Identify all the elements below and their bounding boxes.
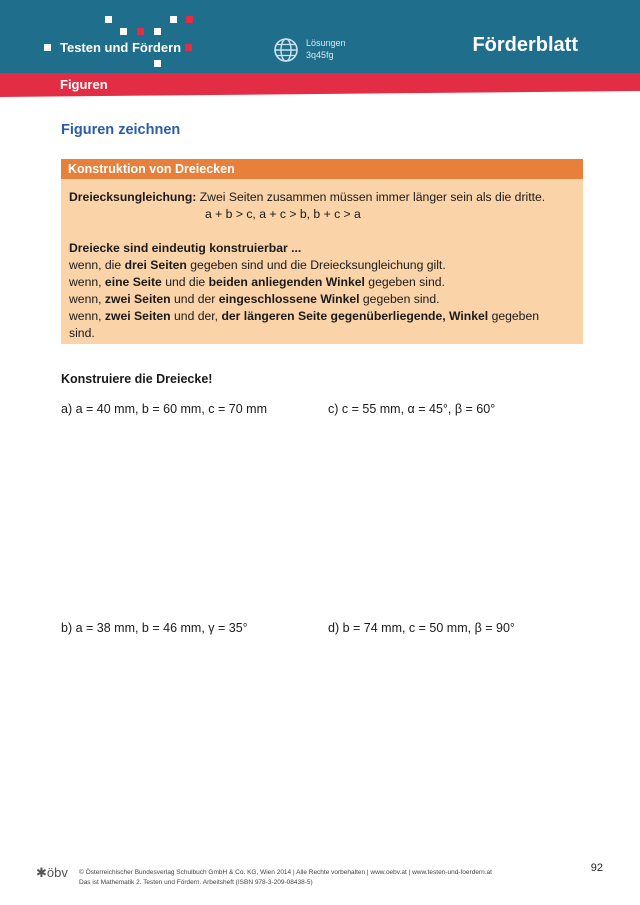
task-heading: Konstruiere die Dreiecke! xyxy=(61,372,213,386)
rule-line xyxy=(69,189,575,206)
solutions-link[interactable] xyxy=(306,37,346,61)
sheet-title: Förderblatt xyxy=(472,34,578,56)
page-number: 92 xyxy=(590,862,603,874)
solutions-code: 3q45fg xyxy=(306,50,334,60)
rule-label: Dreiecksungleichung: xyxy=(69,190,197,204)
task-c: c) c = 55 mm, α = 45°, β = 60° xyxy=(328,402,496,416)
condition-line: wenn, die drei Seiten gegeben sind und die Dreiecksungleichung gilt. xyxy=(69,258,446,272)
brand-title: Testen und Fördern xyxy=(60,40,182,55)
globe-icon[interactable] xyxy=(272,36,300,64)
info-box-heading: Konstruktion von Dreiecken xyxy=(61,159,583,179)
condition-line: wenn, zwei Seiten und der, der längeren Seite gegenüberliegende, Winkel gegeben sind. xyxy=(69,309,540,340)
info-box-body xyxy=(61,179,583,342)
section-band-label: Figuren xyxy=(60,77,108,92)
footer-copyright: © Österreichischer Bundesverlag Schulbuch GmbH & Co. KG, Wien 2014 | Alle Rechte vorbehalten | www.oebv.at | www.testen-und-foerdern.at Das ist Mathematik 2. Testen und Fördern. Arbeitsheft (ISBN 978-3-209-08438-5) xyxy=(79,869,492,886)
publisher-logo: ✱öbv xyxy=(36,865,68,880)
task-a: a) a = 40 mm, b = 60 mm, c = 70 mm xyxy=(61,402,267,416)
condition-line: wenn, zwei Seiten und der eingeschlossene Winkel gegeben sind. xyxy=(69,292,440,306)
condition-line: wenn, eine Seite und die beiden anliegenden Winkel gegeben sind. xyxy=(69,275,445,289)
page-title: Figuren zeichnen xyxy=(61,122,181,138)
task-d: d) b = 74 mm, c = 50 mm, β = 90° xyxy=(328,621,515,635)
star-icon: ✱ xyxy=(36,865,47,880)
rule-formula: a + b > c, a + c > b, b + c > a xyxy=(205,207,361,221)
task-b: b) a = 38 mm, b = 46 mm, γ = 35° xyxy=(61,621,248,635)
info-box xyxy=(61,159,583,344)
condition-heading: Dreiecke sind eindeutig konstruierbar ... xyxy=(69,241,302,255)
rule-text: Zwei Seiten zusammen müssen immer länger sein als die dritte. xyxy=(196,190,546,204)
solutions-label: Lösungen xyxy=(306,38,346,48)
